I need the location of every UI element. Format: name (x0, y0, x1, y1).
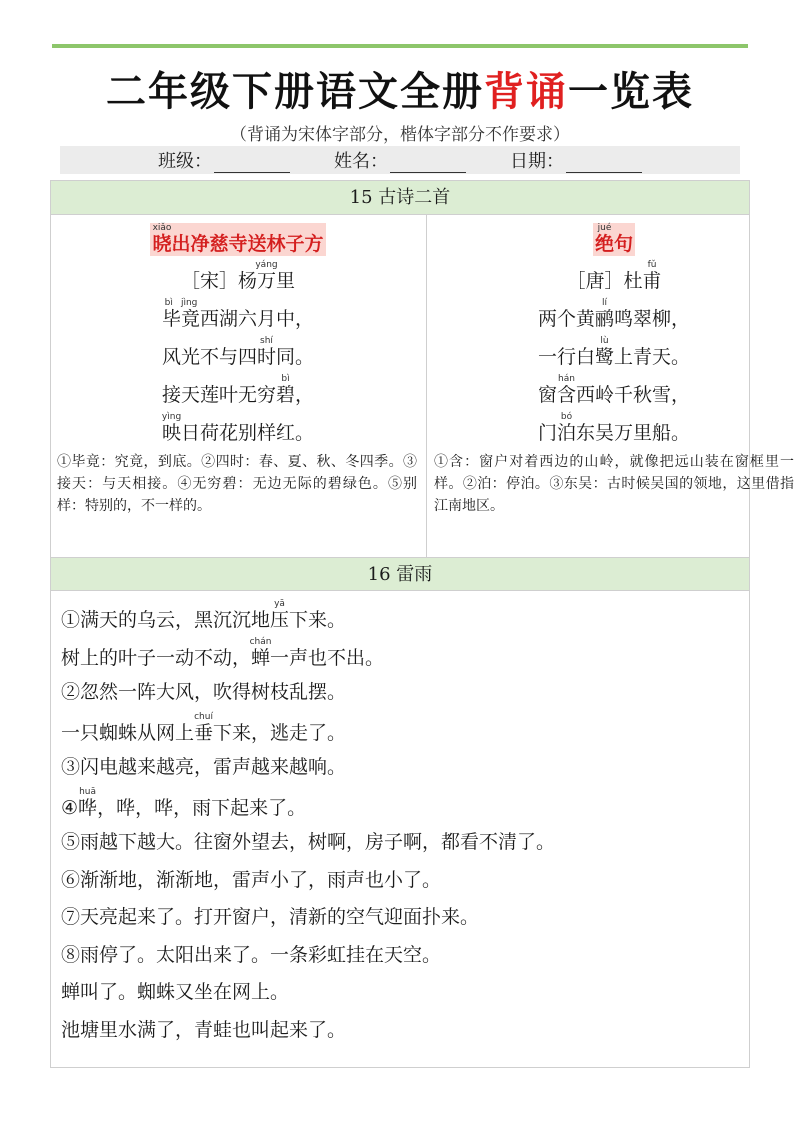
notes-right: ①含：窗户对着西边的山岭，就像把远山装在窗框里一样。②泊：停泊。③东吴：古时候吴国的领地，这里借指江南地区。 (434, 454, 794, 514)
poem-line: 接天莲叶无穷碧bì， (161, 374, 315, 406)
poem-title-left: 晓xiǎo出净慈寺送林子方 (152, 223, 324, 255)
text-line: ⑧雨停了。太阳出来了。一条彩虹挂在天空。 (61, 943, 442, 966)
text-line: 池塘里水满了，青蛙也叫起来了。 (61, 1018, 347, 1041)
class-field (158, 147, 290, 173)
name-blank (390, 155, 466, 173)
poem-line: 门泊bó东吴万里船。 (537, 412, 691, 444)
text-line: ⑥渐渐地，渐渐地，雷声小了，雨声也小了。 (61, 868, 442, 891)
text-line: 一只蜘蛛从网上垂chuí下来，逃走了。 (61, 711, 347, 744)
class-label: 班级： (158, 151, 212, 172)
text-line: ⑦天亮起来了。打开窗户，清新的空气迎面扑来。 (61, 906, 480, 928)
poem-title-right: 绝jué句 (594, 223, 634, 255)
name-field (334, 147, 466, 173)
section-header-15: 15 古诗二首 (51, 181, 749, 215)
poem-author-left: ［宋］杨万yáng里 (180, 260, 296, 292)
notes-left: ①毕竟：究竟，到底。②四时：春、夏、秋、冬四季。③接天：与天相接。④无穷碧：无边无际的碧绿色。⑤别样：特别的，不一样的。 (57, 454, 417, 514)
poem-line: 窗含hán西岭千秋雪， (537, 374, 691, 406)
name-label: 姓名： (334, 151, 388, 172)
class-blank (214, 155, 290, 173)
title-highlight: 背诵 (484, 69, 568, 115)
title-prefix: 二年级下册语文全册 (106, 69, 484, 115)
text-line: ②忽然一阵大风，吹得树枝乱摆。 (61, 681, 347, 703)
text-line: ①满天的乌云，黑沉沉地压yā下来。 (61, 599, 347, 631)
poem-author-right: ［唐］杜甫fǔ (566, 260, 662, 292)
poem-line: 毕竟bì jìng西湖六月中， (161, 298, 315, 330)
page-title (0, 60, 800, 117)
text-line: 蝉叫了。蜘蛛又坐在网上。 (61, 981, 290, 1003)
text-line: 树上的叶子一动不动，蝉chán一声也不出。 (61, 636, 385, 669)
date-field (510, 147, 642, 173)
poem-line: 映yìng日荷花别样红。 (161, 412, 315, 444)
poem-jueju (427, 221, 800, 445)
text-line: ④哗huā，哗，哗，雨下起来了。 (61, 786, 307, 819)
subtitle: （背诵为宋体字部分，楷体字部分不作要求） (230, 125, 570, 145)
top-rule (52, 44, 748, 48)
date-label: 日期： (510, 151, 564, 172)
text-line: ③闪电越来越亮，雷声越来越响。 (61, 756, 347, 778)
content-card (50, 180, 794, 1068)
poem-line: 一行白鹭lù上青天。 (537, 336, 691, 368)
title-suffix: 一览表 (568, 69, 694, 115)
poem-line: 风光不与四时shí同。 (161, 336, 315, 368)
date-blank (566, 155, 642, 173)
text-line: ⑤雨越下越大。往窗外望去，树啊，房子啊，都看不清了。 (61, 831, 556, 853)
info-bar (60, 146, 740, 174)
section-header-16: 16 雷雨 (51, 557, 749, 591)
poem-xiaochu (51, 221, 425, 445)
poem-line: 两个黄鹂lí鸣翠柳， (537, 298, 691, 330)
leiyu-text (61, 599, 739, 1049)
